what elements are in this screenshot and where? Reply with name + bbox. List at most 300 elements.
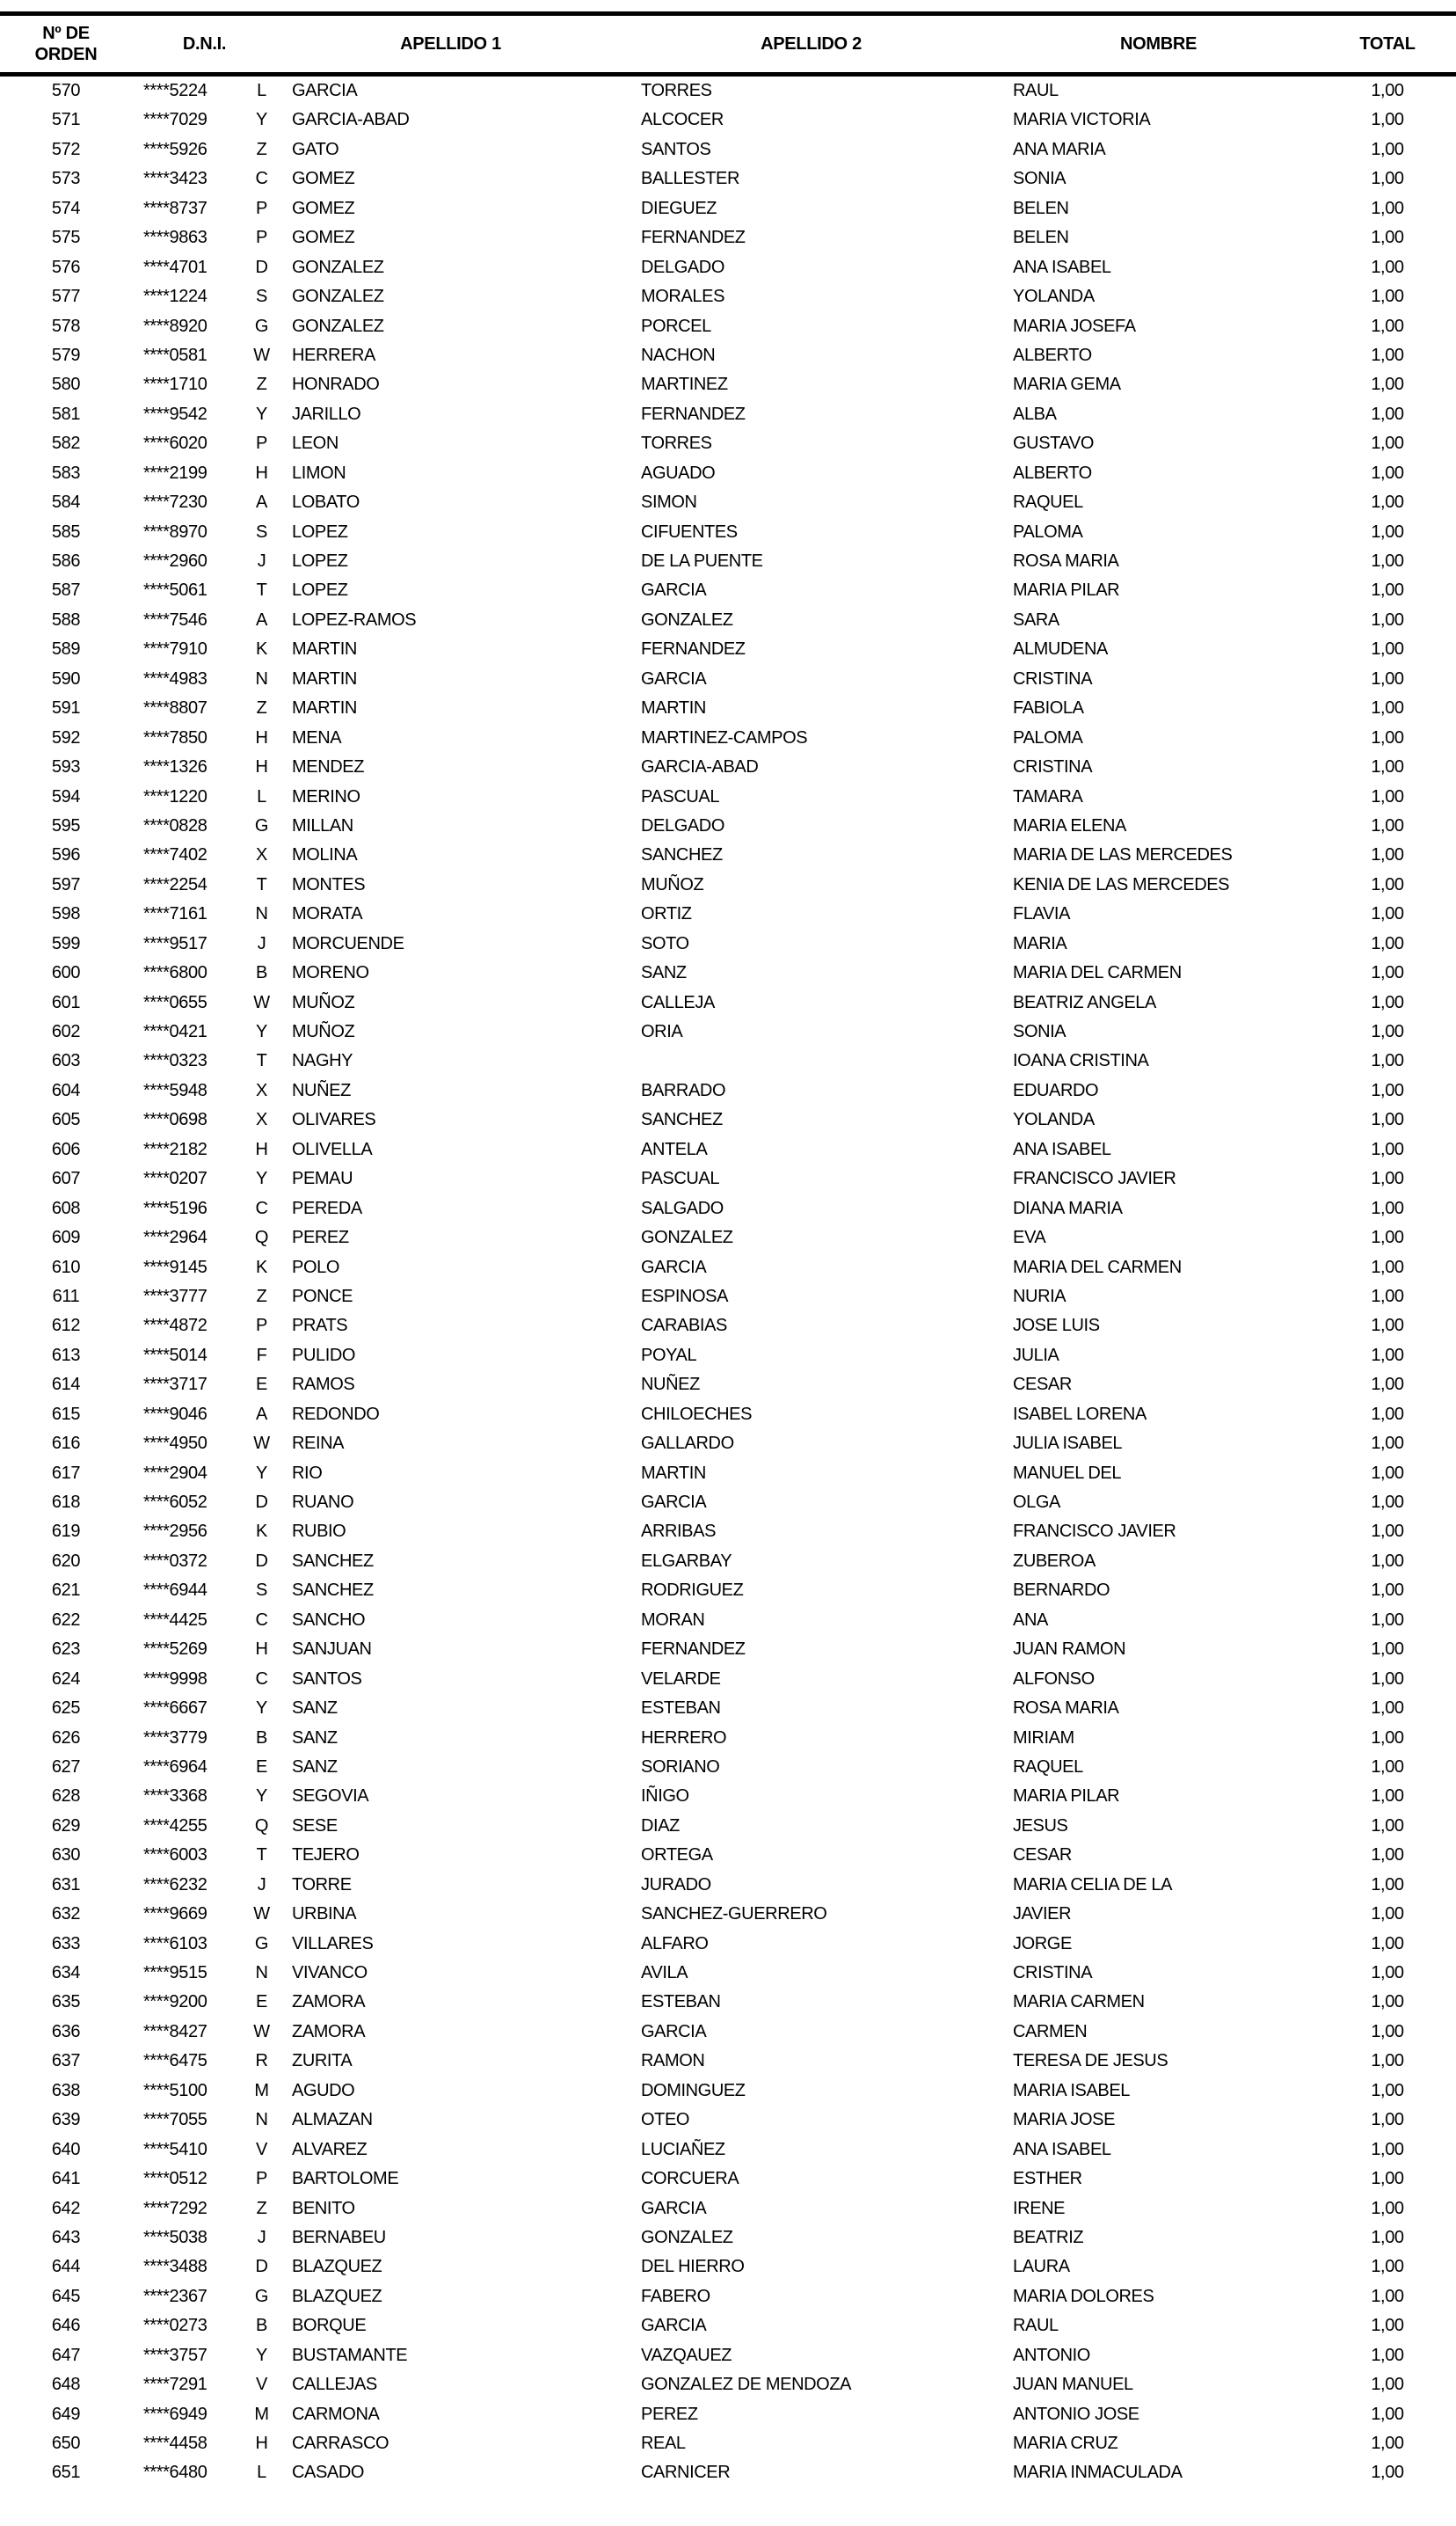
cell-apellido1: MENA (292, 727, 342, 748)
cell-apellido1: CASADO (292, 2463, 365, 2483)
cell-dni-letter: Y (256, 2345, 267, 2365)
table-row (0, 1753, 1456, 1782)
cell-dni: ****7292 (143, 2198, 207, 2218)
cell-apellido2: FABERO (641, 2286, 710, 2306)
cell-apellido1: PEMAU (292, 1169, 353, 1189)
cell-apellido2: MARTIN (641, 1463, 706, 1483)
cell-dni: ****3717 (143, 1375, 207, 1395)
cell-dni: ****9517 (143, 933, 207, 953)
table-row (0, 2047, 1456, 2076)
cell-nombre: CRISTINA (1013, 668, 1093, 689)
cell-apellido2: CIFUENTES (641, 522, 738, 542)
cell-nombre: MARIA CELIA DE LA (1013, 1874, 1173, 1894)
cell-orden: 642 (51, 2198, 81, 2218)
cell-orden: 607 (51, 1169, 81, 1189)
cell-apellido2: MARTINEZ (641, 375, 728, 395)
cell-dni: ****6003 (143, 1845, 207, 1865)
cell-total: 1,00 (1371, 1551, 1404, 1571)
cell-orden: 646 (51, 2316, 81, 2336)
table-row (0, 576, 1456, 605)
cell-orden: 649 (51, 2404, 81, 2424)
cell-apellido1: GOMEZ (292, 228, 355, 248)
cell-dni-letter: P (256, 1316, 267, 1336)
table-row (0, 1135, 1456, 1164)
cell-dni-letter: W (253, 2021, 270, 2041)
cell-dni: ****7546 (143, 610, 207, 630)
cell-apellido2: DE LA PUENTE (641, 551, 763, 571)
cell-nombre: ANA (1013, 1610, 1048, 1630)
cell-nombre: ANA ISABEL (1013, 2139, 1111, 2159)
cell-nombre: ALBERTO (1013, 345, 1092, 365)
cell-apellido1: LOPEZ (292, 522, 348, 542)
cell-dni: ****6475 (143, 2051, 207, 2071)
cell-dni: ****7161 (143, 904, 207, 924)
cell-dni-letter: G (254, 2286, 269, 2306)
cell-orden: 598 (51, 904, 81, 924)
cell-nombre: OLGA (1013, 1493, 1060, 1512)
cell-nombre: JULIA ISABEL (1013, 1434, 1123, 1454)
cell-nombre: ALMUDENA (1013, 639, 1108, 660)
cell-dni-letter: A (256, 1404, 267, 1424)
cell-total: 1,00 (1371, 110, 1404, 130)
cell-apellido2: OTEO (641, 2110, 690, 2130)
cell-nombre: MARIA (1013, 933, 1067, 953)
table-row (0, 459, 1456, 488)
cell-apellido2: SANZ (641, 963, 687, 983)
cell-dni: ****4950 (143, 1434, 207, 1454)
cell-total: 1,00 (1371, 992, 1404, 1012)
cell-apellido1: SANTOS (292, 1668, 362, 1689)
table-row (0, 194, 1456, 223)
cell-dni: ****0372 (143, 1551, 207, 1571)
cell-nombre: ANTONIO JOSE (1013, 2404, 1139, 2424)
table-row (0, 1253, 1456, 1282)
cell-total: 1,00 (1371, 786, 1404, 807)
cell-orden: 592 (51, 727, 81, 748)
cell-nombre: MARIA DE LAS MERCEDES (1013, 845, 1233, 865)
cell-dni: ****6232 (143, 1874, 207, 1894)
cell-nombre: JAVIER (1013, 1904, 1072, 1924)
cell-dni: ****4872 (143, 1316, 207, 1336)
cell-total: 1,00 (1371, 493, 1404, 513)
cell-dni-letter: F (256, 1345, 267, 1365)
cell-apellido2: ORIA (641, 1022, 683, 1041)
cell-orden: 626 (51, 1727, 81, 1748)
cell-apellido2: CHILOECHES (641, 1404, 753, 1424)
cell-dni-letter: T (256, 1845, 267, 1865)
cell-orden: 573 (51, 169, 81, 189)
cell-total: 1,00 (1371, 287, 1404, 307)
cell-dni: ****2964 (143, 1228, 207, 1248)
table-row (0, 2370, 1456, 2399)
cell-apellido2: SOTO (641, 933, 689, 953)
cell-apellido2: TORRES (641, 81, 712, 100)
table-row (0, 2400, 1456, 2429)
cell-nombre: ROSA MARIA (1013, 1698, 1119, 1719)
cell-apellido1: GARCIA (292, 81, 358, 100)
cell-dni-letter: Y (256, 1463, 267, 1483)
cell-dni: ****9200 (143, 1992, 207, 2012)
table-row (0, 753, 1456, 782)
cell-total: 1,00 (1371, 904, 1404, 924)
cell-apellido1: AGUDO (292, 2080, 355, 2100)
cell-orden: 613 (51, 1345, 81, 1365)
cell-apellido2: REAL (641, 2434, 686, 2453)
cell-nombre: MARIA PILAR (1013, 580, 1120, 601)
cell-dni-letter: T (256, 874, 267, 894)
cell-dni-letter: W (253, 345, 270, 365)
cell-apellido2: AVILA (641, 1963, 688, 1982)
cell-orden: 622 (51, 1610, 81, 1630)
cell-apellido2: SIMON (641, 493, 697, 513)
cell-dni-letter: W (253, 1904, 270, 1924)
cell-dni: ****5269 (143, 1639, 207, 1660)
cell-dni-letter: C (255, 1610, 268, 1630)
cell-orden: 589 (51, 639, 81, 660)
cell-nombre: JORGE (1013, 1933, 1072, 1953)
cell-dni: ****8807 (143, 698, 207, 719)
cell-nombre: GUSTAVO (1013, 434, 1095, 454)
cell-apellido2 (624, 1047, 998, 1076)
cell-apellido2: ALCOCER (641, 110, 724, 130)
cell-nombre: IOANA CRISTINA (1013, 1051, 1149, 1071)
cell-apellido2: CALLEJA (641, 992, 715, 1012)
cell-total: 1,00 (1371, 345, 1404, 365)
cell-orden: 624 (51, 1668, 81, 1689)
cell-dni: ****7291 (143, 2375, 207, 2395)
table-row (0, 2135, 1456, 2165)
cell-dni: ****9998 (143, 1668, 207, 1689)
cell-dni-letter: B (256, 2316, 267, 2336)
cell-orden: 571 (51, 110, 81, 130)
table-row (0, 1930, 1456, 1959)
cell-dni-letter: J (257, 2227, 266, 2247)
cell-dni: ****5224 (143, 81, 207, 100)
cell-apellido1: OLIVELLA (292, 1139, 373, 1159)
cell-dni: ****7850 (143, 727, 207, 748)
table-row (0, 694, 1456, 723)
cell-apellido2: DIEGUEZ (641, 198, 717, 218)
cell-dni: ****0323 (143, 1051, 207, 1071)
cell-total: 1,00 (1371, 2345, 1404, 2365)
cell-total: 1,00 (1371, 2169, 1404, 2189)
cell-dni-letter: Q (254, 1815, 269, 1836)
cell-dni: ****4983 (143, 668, 207, 689)
cell-dni-letter: E (256, 1992, 267, 2012)
cell-apellido1: SEGOVIA (292, 1786, 369, 1807)
cell-apellido1: CARMONA (292, 2404, 380, 2424)
cell-dni-letter: H (255, 1639, 268, 1660)
cell-nombre: MARIA DOLORES (1013, 2286, 1154, 2306)
cell-nombre: MARIA JOSEFA (1013, 316, 1136, 336)
cell-dni: ****3488 (143, 2257, 207, 2277)
cell-dni: ****9863 (143, 228, 207, 248)
cell-nombre: MANUEL DEL (1013, 1463, 1122, 1483)
cell-apellido2: DEL HIERRO (641, 2257, 745, 2277)
cell-orden: 609 (51, 1228, 81, 1248)
cell-dni: ****0273 (143, 2316, 207, 2336)
cell-apellido1: MOLINA (292, 845, 358, 865)
cell-total: 1,00 (1371, 551, 1404, 571)
cell-dni: ****2199 (143, 463, 207, 483)
cell-dni-letter: M (254, 2080, 269, 2100)
cell-apellido2: FERNANDEZ (641, 1639, 746, 1660)
cell-dni: ****9515 (143, 1963, 207, 1982)
cell-dni: ****9145 (143, 1257, 207, 1277)
cell-total: 1,00 (1371, 463, 1404, 483)
cell-dni-letter: N (255, 904, 268, 924)
cell-total: 1,00 (1371, 257, 1404, 277)
cell-apellido2: SANCHEZ (641, 1110, 723, 1130)
cell-total: 1,00 (1371, 1286, 1404, 1306)
cell-dni: ****9669 (143, 1904, 207, 1924)
cell-apellido2: RAMON (641, 2051, 705, 2071)
cell-total: 1,00 (1371, 580, 1404, 601)
cell-nombre: CRISTINA (1013, 1963, 1093, 1982)
cell-total: 1,00 (1371, 1375, 1404, 1395)
cell-orden: 586 (51, 551, 81, 571)
cell-dni: ****1220 (143, 786, 207, 807)
cell-apellido1: LOPEZ (292, 551, 348, 571)
table-row (0, 635, 1456, 664)
cell-dni-letter: X (256, 1080, 267, 1100)
cell-apellido1: GOMEZ (292, 169, 355, 189)
cell-orden: 615 (51, 1404, 81, 1424)
cell-total: 1,00 (1371, 1080, 1404, 1100)
cell-nombre: PALOMA (1013, 522, 1083, 542)
cell-dni-letter: E (256, 1375, 267, 1395)
cell-nombre: ALBERTO (1013, 463, 1092, 483)
table-row (0, 2223, 1456, 2252)
cell-orden: 637 (51, 2051, 81, 2071)
cell-dni: ****2367 (143, 2286, 207, 2306)
column-header-apellido2: APELLIDO 2 (761, 34, 862, 54)
table-row (0, 1047, 1456, 1076)
cell-apellido2: CORCUERA (641, 2169, 739, 2189)
cell-apellido1: BORQUE (292, 2316, 367, 2336)
cell-dni-letter: Z (256, 698, 267, 719)
cell-nombre: IRENE (1013, 2198, 1066, 2218)
cell-orden: 641 (51, 2169, 81, 2189)
column-header-apellido1: APELLIDO 1 (400, 34, 501, 54)
cell-total: 1,00 (1371, 1110, 1404, 1130)
cell-dni: ****7230 (143, 493, 207, 513)
cell-dni: ****6667 (143, 1698, 207, 1719)
column-header-orden-line1: Nº DE (42, 24, 90, 43)
table-row (0, 930, 1456, 959)
cell-dni: ****2956 (143, 1522, 207, 1542)
cell-nombre: CESAR (1013, 1845, 1072, 1865)
cell-total: 1,00 (1371, 668, 1404, 689)
cell-dni-letter: A (256, 493, 267, 513)
cell-nombre: MIRIAM (1013, 1727, 1074, 1748)
cell-orden: 633 (51, 1933, 81, 1953)
cell-apellido1: MARTIN (292, 698, 357, 719)
table-row (0, 1694, 1456, 1723)
cell-total: 1,00 (1371, 2316, 1404, 2336)
cell-apellido2: NACHON (641, 345, 716, 365)
cell-apellido2: GONZALEZ DE MENDOZA (641, 2375, 852, 2395)
table-row (0, 1900, 1456, 1929)
cell-nombre: MARIA ELENA (1013, 815, 1126, 836)
cell-orden: 606 (51, 1139, 81, 1159)
cell-apellido1: BUSTAMANTE (292, 2345, 408, 2365)
cell-dni-letter: Y (256, 1698, 267, 1719)
cell-dni-letter: J (257, 1874, 266, 1894)
cell-nombre: SONIA (1013, 1022, 1067, 1041)
cell-total: 1,00 (1371, 1992, 1404, 2012)
cell-apellido1: SANCHO (292, 1610, 366, 1630)
cell-apellido1: BLAZQUEZ (292, 2257, 382, 2277)
cell-orden: 579 (51, 345, 81, 365)
cell-total: 1,00 (1371, 1257, 1404, 1277)
cell-dni-letter: Q (254, 1228, 269, 1248)
cell-total: 1,00 (1371, 2110, 1404, 2130)
table-row (0, 2282, 1456, 2311)
cell-apellido1: PEREDA (292, 1198, 362, 1218)
cell-dni-letter: B (256, 963, 267, 983)
cell-dni: ****5926 (143, 139, 207, 159)
cell-dni-letter: Y (256, 404, 267, 424)
cell-dni: ****7055 (143, 2110, 207, 2130)
cell-nombre: ANTONIO (1013, 2345, 1090, 2365)
cell-nombre: PALOMA (1013, 727, 1083, 748)
cell-dni-letter: Y (256, 1786, 267, 1807)
cell-apellido1: GONZALEZ (292, 257, 384, 277)
cell-apellido2: BARRADO (641, 1080, 726, 1100)
column-header-orden (0, 23, 132, 65)
cell-total: 1,00 (1371, 933, 1404, 953)
cell-apellido2: ESTEBAN (641, 1992, 721, 2012)
cell-dni: ****0207 (143, 1169, 207, 1189)
cell-total: 1,00 (1371, 522, 1404, 542)
cell-orden: 625 (51, 1698, 81, 1719)
cell-dni-letter: N (255, 668, 268, 689)
cell-apellido1: ZURITA (292, 2051, 353, 2071)
cell-nombre: JULIA (1013, 1345, 1059, 1365)
cell-apellido2: ANTELA (641, 1139, 708, 1159)
cell-apellido1: ALVAREZ (292, 2139, 368, 2159)
cell-nombre: FRANCISCO JAVIER (1013, 1169, 1176, 1189)
cell-apellido1: GONZALEZ (292, 287, 384, 307)
cell-dni: ****6103 (143, 1933, 207, 1953)
cell-dni-letter: X (256, 845, 267, 865)
cell-apellido1: SANCHEZ (292, 1551, 374, 1571)
cell-total: 1,00 (1371, 2434, 1404, 2453)
cell-total: 1,00 (1371, 1022, 1404, 1041)
cell-apellido2: AGUADO (641, 463, 716, 483)
cell-apellido2: GARCIA (641, 1257, 707, 1277)
cell-dni-letter: N (255, 1963, 268, 1982)
cell-apellido2: FERNANDEZ (641, 228, 746, 248)
cell-nombre: ALBA (1013, 404, 1057, 424)
cell-dni-letter: P (256, 2169, 267, 2189)
table-row (0, 606, 1456, 635)
table-row (0, 1311, 1456, 1340)
cell-dni-letter: H (255, 1139, 268, 1159)
cell-orden: 611 (52, 1286, 80, 1306)
table-row (0, 783, 1456, 812)
cell-dni-letter: C (255, 169, 268, 189)
cell-orden: 572 (51, 139, 81, 159)
cell-apellido1: RUANO (292, 1493, 354, 1512)
cell-apellido1: REDONDO (292, 1404, 380, 1424)
cell-dni-letter: D (255, 2257, 268, 2277)
cell-total: 1,00 (1371, 1933, 1404, 1953)
cell-dni-letter: Z (256, 139, 267, 159)
cell-total: 1,00 (1371, 2257, 1404, 2277)
cell-apellido1: ZAMORA (292, 1992, 366, 2012)
cell-dni-letter: J (257, 933, 266, 953)
cell-dni-letter: S (256, 1581, 267, 1601)
cell-apellido1: GARCIA-ABAD (292, 110, 410, 130)
cell-nombre: RAQUEL (1013, 493, 1083, 513)
table-row (0, 547, 1456, 576)
cell-dni-letter: L (257, 2463, 266, 2483)
table-row (0, 2165, 1456, 2194)
cell-orden: 605 (51, 1110, 81, 1130)
cell-dni: ****4458 (143, 2434, 207, 2453)
cell-orden: 620 (51, 1551, 81, 1571)
cell-nombre: MARIA PILAR (1013, 1786, 1120, 1807)
cell-dni: ****0512 (143, 2169, 207, 2189)
cell-total: 1,00 (1371, 639, 1404, 660)
cell-total: 1,00 (1371, 404, 1404, 424)
cell-nombre: ESTHER (1013, 2169, 1082, 2189)
cell-apellido2: DELGADO (641, 257, 725, 277)
cell-total: 1,00 (1371, 1786, 1404, 1807)
cell-orden: 595 (51, 815, 81, 836)
cell-apellido1: MERINO (292, 786, 360, 807)
cell-apellido2: DIAZ (641, 1815, 680, 1836)
table-row (0, 1812, 1456, 1841)
cell-total: 1,00 (1371, 169, 1404, 189)
cell-dni-letter: S (256, 287, 267, 307)
cell-dni-letter: W (253, 992, 270, 1012)
cell-apellido2: HERRERO (641, 1727, 727, 1748)
cell-apellido1: SESE (292, 1815, 338, 1836)
table-row (0, 106, 1456, 135)
cell-orden: 593 (51, 757, 81, 778)
table-row (0, 2194, 1456, 2223)
cell-apellido2: GARCIA-ABAD (641, 757, 759, 778)
cell-dni: ****7402 (143, 845, 207, 865)
table-row (0, 518, 1456, 547)
column-header-nombre: NOMBRE (1119, 34, 1198, 54)
cell-orden: 591 (51, 698, 81, 719)
cell-nombre: BEATRIZ (1013, 2227, 1084, 2247)
cell-dni: ****0581 (143, 345, 207, 365)
table-row (0, 135, 1456, 164)
cell-orden: 648 (51, 2375, 81, 2395)
cell-orden: 583 (51, 463, 81, 483)
cell-dni: ****3423 (143, 169, 207, 189)
cell-nombre: KENIA DE LAS MERCEDES (1013, 874, 1230, 894)
cell-nombre: LAURA (1013, 2257, 1070, 2277)
cell-apellido2: MARTIN (641, 698, 706, 719)
cell-total: 1,00 (1371, 198, 1404, 218)
cell-dni: ****1710 (143, 375, 207, 395)
table-row (0, 1547, 1456, 1576)
table-row (0, 1576, 1456, 1605)
cell-orden: 600 (51, 963, 81, 983)
cell-total: 1,00 (1371, 228, 1404, 248)
cell-dni-letter: L (257, 786, 266, 807)
cell-apellido2: MUÑOZ (641, 874, 704, 894)
cell-orden: 629 (51, 1815, 81, 1836)
cell-apellido1: VILLARES (292, 1933, 374, 1953)
cell-dni: ****6800 (143, 963, 207, 983)
